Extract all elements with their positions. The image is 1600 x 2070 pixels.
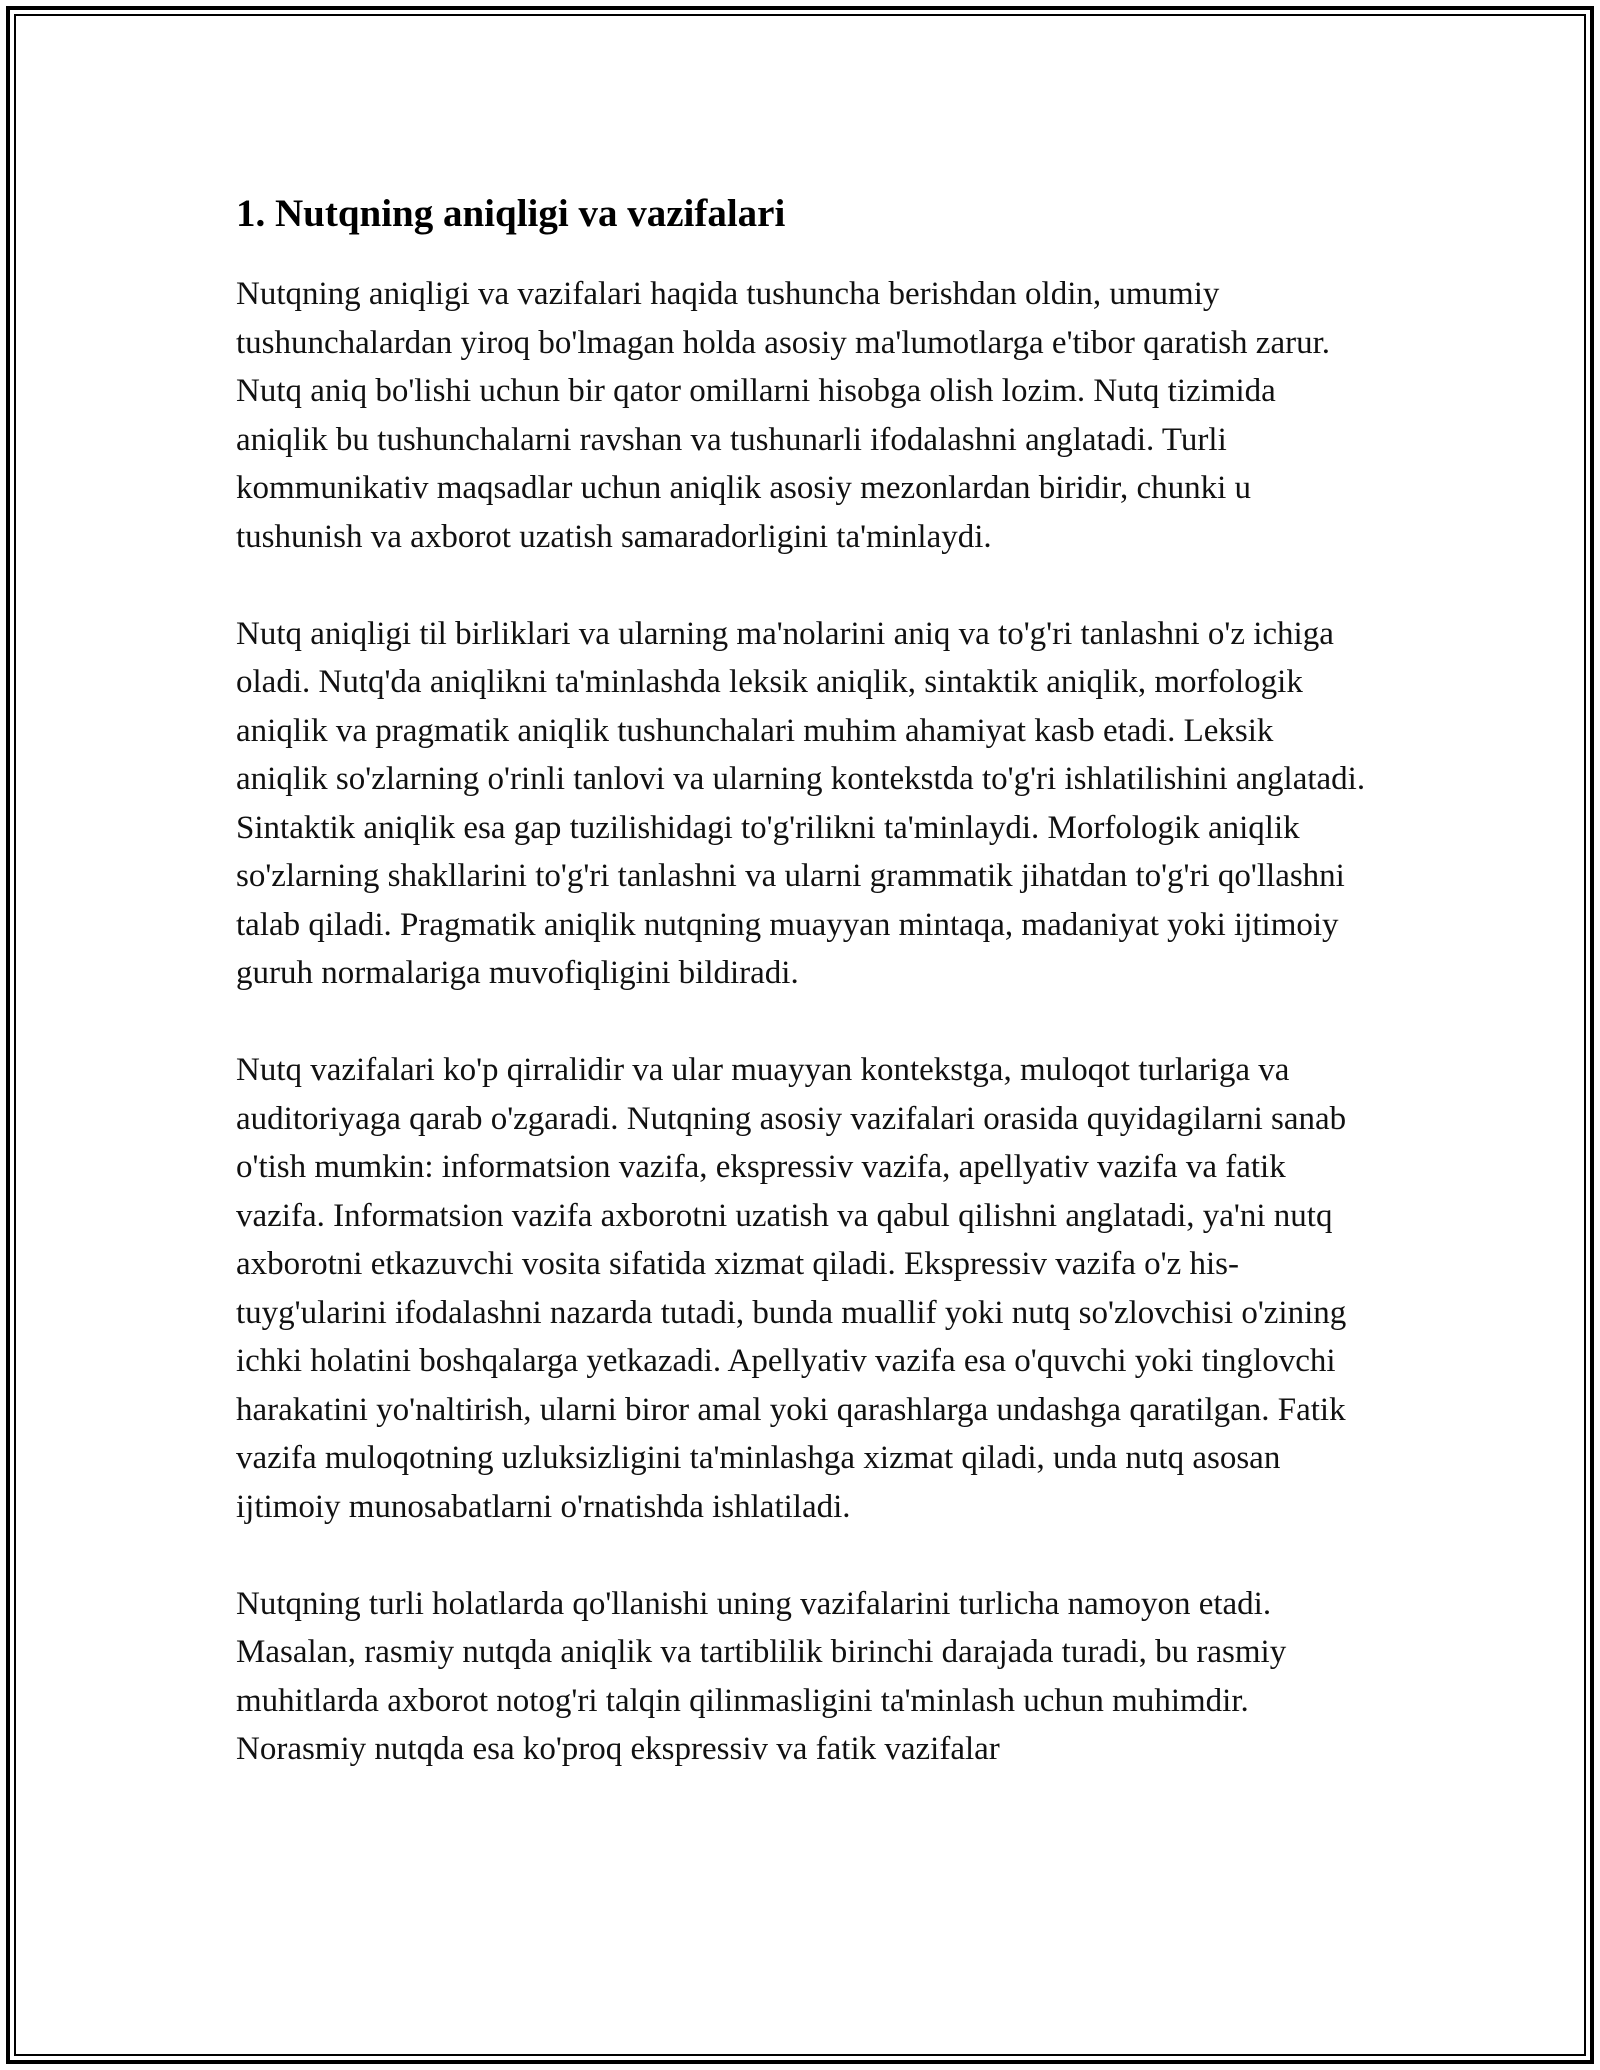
document-body	[236, 186, 1366, 1822]
paragraph-2: Nutq aniqligi til birliklari va ularning ma'nolarini aniq va to'g'ri tanlashni o'z ichiga oladi. Nutq'da aniqlikni ta'minlashda leksik aniqlik, sintaktik aniqlik, morfologik aniqlik va pragmatik aniqlik tushunchalari muhim ahamiyat kasb etadi. Leksik aniqlik so'zlarning o'rinli tanlovi va ularning kontekstda to'g'ri ishlatilishini anglatadi. Sintaktik aniqlik esa gap tuzilishidagi to'g'rilikni ta'minlaydi. Morfologik aniqlik so'zlarning shakllarini to'g'ri tanlashni va ularni grammatik jihatdan to'g'ri qo'llashni talab qiladi. Pragmatik aniqlik nutqning muayyan mintaqa, madaniyat yoki ijtimoiy guruh normalariga muvofiqligini bildiradi.	[236, 615, 1366, 991]
paragraph-4: Nutqning turli holatlarda qo'llanishi uning vazifalarini turlicha namoyon etadi. Masalan, rasmiy nutqda aniqlik va tartiblilik birinchi darajada turadi, bu rasmiy muhitlarda axborot notog'ri talqin qilinmasligini ta'minlash uchun muhimdir. Norasmiy nutqda esa ko'proq ekspressiv va fatik vazifalar	[236, 1585, 1287, 1767]
paragraph-3: Nutq vazifalari ko'p qirralidir va ular muayyan kontekstga, muloqot turlariga va auditoriyaga qarab o'zgaradi. Nutqning asosiy vazifalari orasida quyidagilarni sanab o'tish mumkin: informatsion vazifa, ekspressiv vazifa, apellyativ vazifa va fatik vazifa. Informatsion vazifa axborotni uzatish va qabul qilishni anglatadi, ya'ni nutq axborotni etkazuvchi vosita sifatida xizmat qiladi. Ekspressiv vazifa o'z his-tuyg'ularini ifodalashni nazarda tutadi, bunda muallif yoki nutq so'zlovchisi o'zining ichki holatini boshqalarga yetkazadi. Apellyativ vazifa esa o'quvchi yoki tinglovchi harakatini yo'naltirish, ularni biror amal yoki qarashlarga undashga qaratilgan. Fatik vazifa muloqotning uzluksizligini ta'minlashga xizmat qiladi, unda nutq asosan ijtimoiy munosabatlarni o'rnatishda ishlatiladi.	[236, 1052, 1347, 1525]
section-heading: 1. Nutqning aniqligi va vazifalari	[236, 192, 786, 235]
paragraph-1: Nutqning aniqligi va vazifalari haqida tushuncha berishdan oldin, umumiy tushunchalardan yiroq bo'lmagan holda asosiy ma'lumotlarga e'tibor qaratish zarur. Nutq aniq bo'lishi uchun bir qator omillarni hisobga olish lozim. Nutq tizimida aniqlik bu tushunchalarni ravshan va tushunarli ifodalashni anglatadi. Turli kommunikativ maqsadlar uchun aniqlik asosiy mezonlardan biridir, chunki u tushunish va axborot uzatish samaradorligini ta'minlaydi.	[236, 276, 1331, 555]
